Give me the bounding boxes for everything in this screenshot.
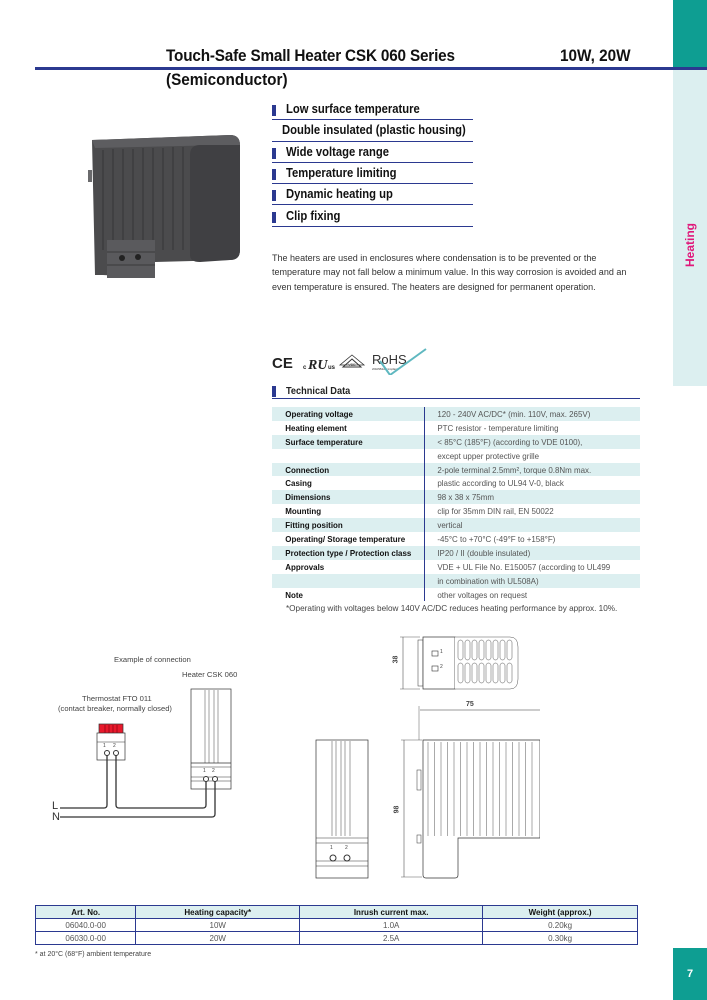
technical-data-title: Technical Data [286,385,351,397]
order-table [35,905,638,945]
drawing-terminal-1: 1 [440,649,443,655]
feature-item [272,163,473,184]
order-table-header [36,906,638,919]
inrush-cell: 2.5A [300,932,483,945]
thermostat-label: Thermostat FTO 011 [82,694,152,703]
spec-row [272,476,640,490]
spec-row [272,463,640,477]
line-n-label: N [52,811,60,823]
rohs-mark-icon [372,349,426,375]
table-row [36,932,638,945]
spec-key: Note [285,589,303,600]
thermostat-terminal-1: 1 [103,743,106,749]
feature-text: Wide voltage range [286,144,390,159]
feature-text: Dynamic heating up [286,187,393,202]
dimension-width: 38 [392,655,400,664]
art-no-cell: 06040.0-00 [36,919,136,932]
feature-text: Temperature limiting [286,166,397,181]
wiring-title: Example of connection [114,655,191,664]
bullet-icon [272,105,276,116]
spec-key: Surface temperature [285,436,363,447]
spec-key: Operating/ Storage temperature [285,533,406,544]
side-tab-top [673,0,707,70]
drawing-lines [300,630,540,890]
spec-key: Connection [285,464,330,475]
title-rule [35,67,707,70]
spec-value: clip for 35mm DIN rail, EN 50022 [437,506,554,517]
spec-value: other voltages on request [437,589,528,600]
power-rating: 10W, 20W [560,46,631,65]
spec-row [272,546,640,560]
dimension-depth: 75 [466,701,474,708]
front-terminal-2: 2 [345,845,348,851]
spec-key: Casing [285,478,312,489]
heater-label: Heater CSK 060 [182,670,238,679]
drawing-terminal-2: 2 [440,664,443,670]
bullet-icon [272,212,276,223]
spec-row [272,574,640,588]
certification-logos [272,345,432,375]
capacity-cell: 10W [136,919,300,932]
spec-value: VDE + UL File No. E150057 (according to UL499 [437,561,611,572]
feature-list [272,99,473,227]
page-title: Touch-Safe Small Heater CSK 060 Series [166,46,455,65]
spec-key: Heating element [285,422,347,433]
spec-key: Operating voltage [285,408,353,419]
feature-text: Clip fixing [286,208,341,223]
dimension-drawings [300,630,540,890]
bullet-icon [272,386,276,397]
spec-key: Protection type / Protection class [285,547,412,558]
front-terminal-1: 1 [330,845,333,851]
feature-item [272,205,473,226]
col-weight: Weight (approx.) [483,906,638,919]
weight-cell: 0.30kg [483,932,638,945]
heater-terminal-1: 1 [203,768,206,774]
thermostat-sublabel: (contact breaker, normally closed) [58,704,172,713]
thermostat-terminal-2: 2 [113,743,116,749]
feature-item [272,142,473,163]
page-number [673,948,707,1000]
spec-row [272,504,640,518]
spec-key: Mounting [285,506,322,517]
table-footnote: * at 20°C (68°F) ambient temperature [35,951,152,958]
wiring-diagram [30,645,270,830]
svg-text:VDE: VDE [348,363,356,367]
spec-value: IP20 / II (double insulated) [437,547,531,558]
ul-c-label: c [303,365,307,371]
feature-text: Double insulated (plastic housing) [282,123,466,138]
voltage-footnote: *Operating with voltages below 140V AC/DC reduces heating performance by approx. 10%. [286,604,618,613]
spec-key: Approvals [285,561,325,572]
spec-row [272,407,640,421]
feature-item [272,120,473,141]
ul-mark-icon: RU [308,358,328,373]
svg-text:RoHS: RoHS [372,352,407,367]
page-subtitle: (Semiconductor) [166,70,288,89]
thermostat-body-icon [97,733,125,760]
page-number-text: 7 [686,968,694,980]
spec-value: -45°C to +70°C (-49°F to +158°F) [437,533,556,544]
spec-value: plastic according to UL94 V-0, black [437,478,564,489]
svg-text:2002/95/EC compliant: 2002/95/EC compliant [372,368,398,371]
technical-data-heading [272,384,640,399]
product-photo [65,100,275,300]
art-no-cell: 06030.0-00 [36,932,136,945]
spec-row [272,532,640,546]
section-tab-heating[interactable] [673,200,707,290]
spec-value: in combination with UL508A) [437,575,539,586]
weight-cell: 0.20kg [483,919,638,932]
bullet-icon [272,169,276,180]
line-l-label: L [52,800,59,812]
spec-value: 2-pole terminal 2.5mm², torque 0.8Nm max. [437,464,592,475]
col-heating-capacity: Heating capacity* [136,906,300,919]
section-tab-label: Heating [683,222,698,268]
spec-value: except upper protective grille [437,450,540,461]
spec-key: Dimensions [285,492,331,503]
feature-item [272,99,473,120]
spec-row [272,449,640,463]
product-description: The heaters are used in enclosures where condensation is to be prevented or the temperature may not fall below a minimum value. In this way corrosion is avoided and an even temperature is ensured. The heaters are designed for permanent operation. [272,253,627,293]
dimension-height: 98 [393,805,401,814]
table-row [36,919,638,932]
spec-row [272,490,640,504]
spec-row [272,560,640,574]
col-inrush-current: Inrush current max. [300,906,483,919]
technical-data-table [272,407,640,601]
spec-value: 120 - 240V AC/DC* (min. 110V, max. 265V) [437,408,591,419]
spec-value: 98 x 38 x 75mm [437,492,494,503]
feature-text: Low surface temperature [286,102,420,117]
ul-us-label: us [328,365,336,371]
spec-value: < 85°C (185°F) (according to VDE 0100), [437,436,583,447]
capacity-cell: 20W [136,932,300,945]
spec-value: PTC resistor - temperature limiting [437,422,559,433]
spec-row [272,518,640,532]
vde-mark-icon [340,355,364,367]
heater-terminal-2: 2 [212,768,215,774]
spec-row [272,588,640,602]
spec-value: vertical [437,520,463,531]
col-art-no: Art. No. [36,906,136,919]
bullet-icon [272,148,276,159]
spec-row [272,435,640,449]
feature-item [272,184,473,205]
spec-key: Fitting position [285,520,343,531]
inrush-cell: 1.0A [300,919,483,932]
bullet-icon [272,190,276,201]
heater-icon [191,689,231,789]
spec-row [272,421,640,435]
ce-mark-icon: CE [272,355,293,372]
